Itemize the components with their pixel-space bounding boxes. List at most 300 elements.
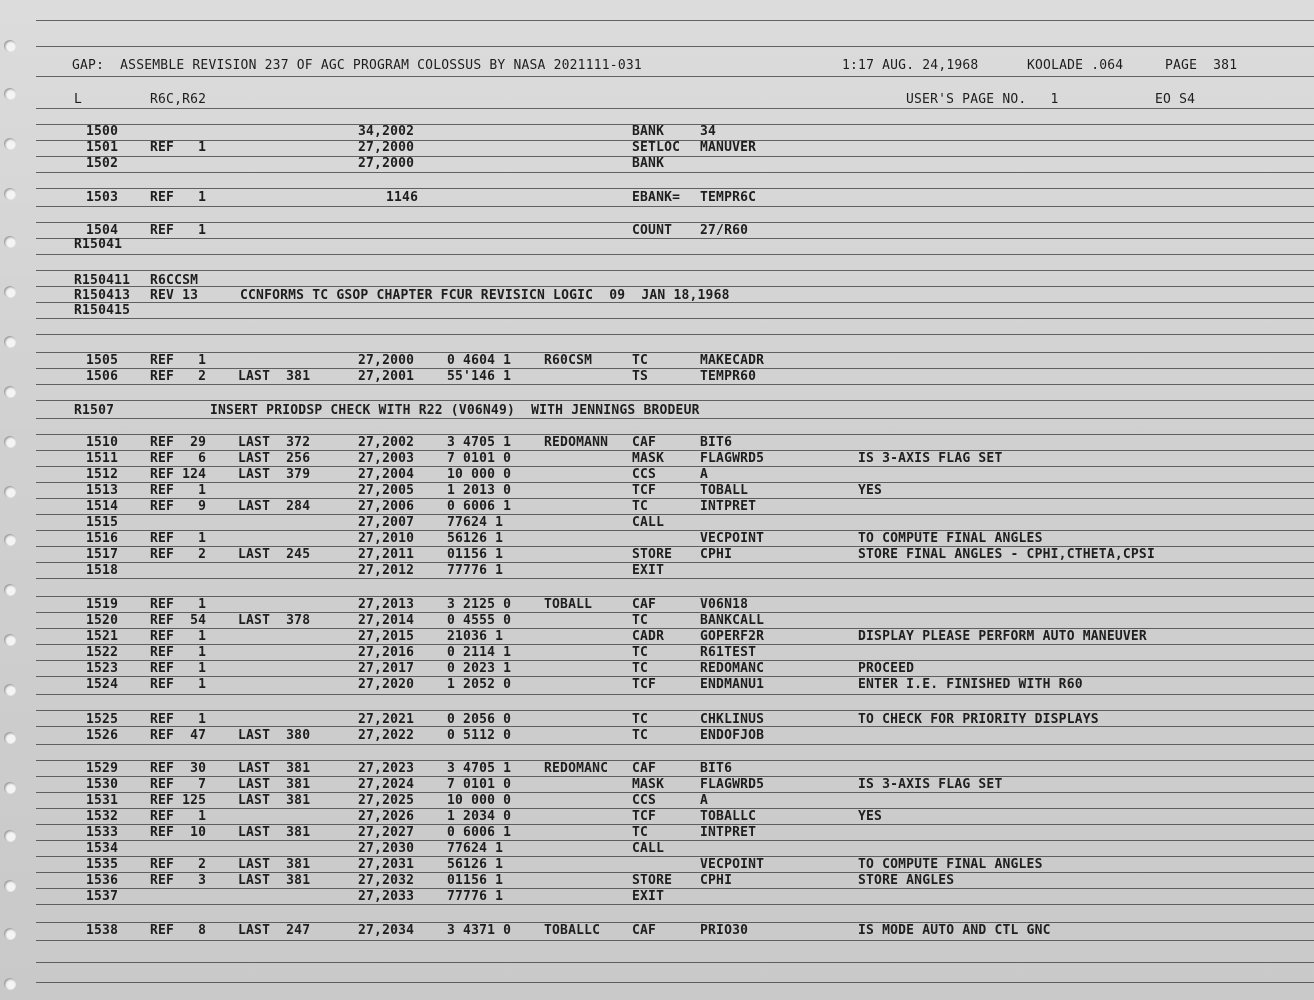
rule-line [36, 108, 1314, 109]
line-number: 1517 [86, 547, 119, 562]
last-ref: LAST 247 [238, 923, 311, 938]
line-number: R150413 [74, 288, 131, 303]
line-number: 1533 [86, 825, 119, 840]
rule-line [36, 710, 1314, 711]
eo-code: EO S4 [1155, 92, 1196, 107]
rule-line [36, 254, 1314, 255]
feed-hole [4, 732, 16, 744]
octal-code: 3 4705 1 [447, 761, 512, 776]
feed-hole [4, 40, 16, 52]
octal-code: 1 2052 0 [447, 677, 512, 692]
rule-line [36, 644, 1314, 645]
operand: ENDOFJOB [700, 728, 765, 743]
opcode: COUNT [632, 223, 673, 238]
comment: INSERT PRIODSP CHECK WITH R22 (V06N49) WITH JENNINGS BRODEUR [210, 403, 700, 418]
last-ref: LAST 372 [238, 435, 311, 450]
address: 27,2023 [358, 761, 415, 776]
comment: ENTER I.E. FINISHED WITH R60 [858, 677, 1083, 692]
opcode: CALL [632, 515, 665, 530]
rule-line [36, 776, 1314, 777]
last-ref: LAST 245 [238, 547, 311, 562]
opcode: TC [632, 613, 649, 628]
rule-line [36, 514, 1314, 515]
rule-line [36, 612, 1314, 613]
last-ref: LAST 381 [238, 857, 311, 872]
line-number: 1529 [86, 761, 119, 776]
feed-hole [4, 486, 16, 498]
address: 27,2007 [358, 515, 415, 530]
opcode: BANK [632, 156, 665, 171]
opcode: CAF [632, 435, 657, 450]
address: 27,2030 [358, 841, 415, 856]
octal-code: 0 2114 1 [447, 645, 512, 660]
operand: ENDMANU1 [700, 677, 765, 692]
rule-line [36, 726, 1314, 727]
opcode: CADR [632, 629, 665, 644]
rule-line [36, 434, 1314, 435]
comment: STORE FINAL ANGLES - CPHI,CTHETA,CPSI [858, 547, 1155, 562]
ref-count: REF 2 [150, 369, 207, 384]
page-number: PAGE 381 [1165, 58, 1238, 73]
comment: IS 3-AXIS FLAG SET [858, 777, 1003, 792]
opcode: TC [632, 728, 649, 743]
feed-hole [4, 928, 16, 940]
line-number: 1537 [86, 889, 119, 904]
rule-line [36, 856, 1314, 857]
operand: TEMPR60 [700, 369, 757, 384]
ref-count: REF 7 [150, 777, 207, 792]
rule-line [36, 694, 1314, 695]
operand: 27/R60 [700, 223, 749, 238]
last-ref: LAST 381 [238, 369, 311, 384]
rule-line [36, 982, 1314, 983]
ref-count: REF 3 [150, 873, 207, 888]
rule-line [36, 792, 1314, 793]
feed-hole [4, 386, 16, 398]
operand: FLAGWRD5 [700, 451, 765, 466]
rule-line [36, 352, 1314, 353]
operand: GOPERF2R [700, 629, 765, 644]
octal-code: 77624 1 [447, 515, 504, 530]
ref-count: REF 2 [150, 857, 207, 872]
line-number: 1523 [86, 661, 119, 676]
rule-line [36, 562, 1314, 563]
comment: IS 3-AXIS FLAG SET [858, 451, 1003, 466]
last-ref: LAST 380 [238, 728, 311, 743]
line-number: 1522 [86, 645, 119, 660]
comment: TO COMPUTE FINAL ANGLES [858, 531, 1043, 546]
opcode: TC [632, 645, 649, 660]
ref-count: REF 1 [150, 629, 207, 644]
opcode: TC [632, 712, 649, 727]
opcode: TS [632, 369, 649, 384]
operand: VECPOINT [700, 857, 765, 872]
rule-line [36, 578, 1314, 579]
rule-line [36, 744, 1314, 745]
address: 27,2011 [358, 547, 415, 562]
rule-line [36, 940, 1314, 941]
line-number: 1512 [86, 467, 119, 482]
opcode: STORE [632, 547, 673, 562]
opcode: CAF [632, 923, 657, 938]
address: 27,2020 [358, 677, 415, 692]
address: 27,2025 [358, 793, 415, 808]
rule-line [36, 904, 1314, 905]
comment: TO CHECK FOR PRIORITY DISPLAYS [858, 712, 1099, 727]
operand: CPHI [700, 873, 733, 888]
rule-line [36, 368, 1314, 369]
octal-code: 1 2013 0 [447, 483, 512, 498]
rule-line [36, 334, 1314, 335]
octal-code: 3 4705 1 [447, 435, 512, 450]
address: 27,2006 [358, 499, 415, 514]
opcode: CALL [632, 841, 665, 856]
last-ref: LAST 381 [238, 793, 311, 808]
statement-label: R60CSM [544, 353, 593, 368]
rule-line [36, 482, 1314, 483]
line-number: 1526 [86, 728, 119, 743]
ref-count: REF 47 [150, 728, 207, 743]
ref-count: REF 30 [150, 761, 207, 776]
address: 27,2004 [358, 467, 415, 482]
operand: FLAGWRD5 [700, 777, 765, 792]
ref-count: REF 10 [150, 825, 207, 840]
rule-line [36, 384, 1314, 385]
rule-line [36, 660, 1314, 661]
line-number: 1503 [86, 190, 119, 205]
octal-code: 0 2056 0 [447, 712, 512, 727]
comment: PROCEED [858, 661, 915, 676]
opcode: CAF [632, 761, 657, 776]
line-number: 1532 [86, 809, 119, 824]
octal-code: 7 0101 0 [447, 451, 512, 466]
feed-hole [4, 236, 16, 248]
opcode: TC [632, 353, 649, 368]
address: 27,2015 [358, 629, 415, 644]
line-number: 1516 [86, 531, 119, 546]
comment: IS MODE AUTO AND CTL GNC [858, 923, 1051, 938]
rule-line [36, 824, 1314, 825]
address: 27,2010 [358, 531, 415, 546]
rule-line [36, 466, 1314, 467]
operand: 34 [700, 124, 717, 139]
line-number: 1506 [86, 369, 119, 384]
octal-code: 10 000 0 [447, 467, 512, 482]
ref-count: REF 1 [150, 223, 207, 238]
opcode: CAF [632, 597, 657, 612]
comment: CCNFORMS TC GSOP CHAPTER FCUR REVISICN LOGIC 09 JAN 18,1968 [240, 288, 730, 303]
rule-line [36, 840, 1314, 841]
octal-code: 0 6006 1 [447, 499, 512, 514]
operand: VECPOINT [700, 531, 765, 546]
last-ref: LAST 381 [238, 761, 311, 776]
line-number: 1519 [86, 597, 119, 612]
rule-line [36, 888, 1314, 889]
address: 27,2024 [358, 777, 415, 792]
octal-code: 7 0101 0 [447, 777, 512, 792]
address: 1146 [386, 190, 419, 205]
line-number: 1513 [86, 483, 119, 498]
ref-count: REF 2 [150, 547, 207, 562]
rule-line [36, 530, 1314, 531]
address: 27,2000 [358, 156, 415, 171]
rule-line [36, 46, 1314, 47]
line-number: 1521 [86, 629, 119, 644]
octal-code: 01156 1 [447, 547, 504, 562]
statement-label: TOBALL [544, 597, 593, 612]
line-number: 1531 [86, 793, 119, 808]
rule-line [36, 760, 1314, 761]
feed-hole [4, 634, 16, 646]
rule-line [36, 20, 1314, 21]
ref-count: REF 1 [150, 645, 207, 660]
opcode: EXIT [632, 889, 665, 904]
ref-count: REF 1 [150, 140, 207, 155]
routine-name: R6C,R62 [150, 92, 207, 107]
rule-line [36, 962, 1314, 963]
octal-code: 0 5112 0 [447, 728, 512, 743]
line-number: 1504 [86, 223, 119, 238]
line-number: 1505 [86, 353, 119, 368]
ref-count: REF 1 [150, 190, 207, 205]
rule-line [36, 124, 1314, 125]
octal-code: 77624 1 [447, 841, 504, 856]
rule-line [36, 238, 1314, 239]
ref-count: REF 125 [150, 793, 207, 808]
address: 27,2000 [358, 353, 415, 368]
feed-hole [4, 436, 16, 448]
ref-count: REF 9 [150, 499, 207, 514]
assembly-time: 1:17 AUG. 24,1968 [842, 58, 979, 73]
address: 27,2013 [358, 597, 415, 612]
line-number: 1520 [86, 613, 119, 628]
address: 27,2027 [358, 825, 415, 840]
octal-code: 1 2034 0 [447, 809, 512, 824]
comment: TO COMPUTE FINAL ANGLES [858, 857, 1043, 872]
address: 27,2002 [358, 435, 415, 450]
address: 27,2033 [358, 889, 415, 904]
octal-code: 56126 1 [447, 531, 504, 546]
ref-count: REF 1 [150, 661, 207, 676]
address: 27,2016 [358, 645, 415, 660]
comment: YES [858, 809, 883, 824]
ref-count: REF 1 [150, 483, 207, 498]
ref-count: REF 1 [150, 531, 207, 546]
operand: BIT6 [700, 761, 733, 776]
operand: INTPRET [700, 499, 757, 514]
line-number: 1525 [86, 712, 119, 727]
comment: STORE ANGLES [858, 873, 955, 888]
address: 27,2032 [358, 873, 415, 888]
rule-line [36, 676, 1314, 677]
rule-line [36, 872, 1314, 873]
operand: BANKCALL [700, 613, 765, 628]
operand: BIT6 [700, 435, 733, 450]
rule-line [36, 76, 1314, 77]
ref-count: REF 6 [150, 451, 207, 466]
rule-line [36, 498, 1314, 499]
operand: TOBALL [700, 483, 749, 498]
last-ref: LAST 284 [238, 499, 311, 514]
feed-hole [4, 684, 16, 696]
octal-code: 55'146 1 [447, 369, 512, 384]
operand: R61TEST [700, 645, 757, 660]
ref-count: REF 1 [150, 597, 207, 612]
comment: YES [858, 483, 883, 498]
address: 27,2017 [358, 661, 415, 676]
rule-line [36, 206, 1314, 207]
feed-hole [4, 336, 16, 348]
ref-count: REF 54 [150, 613, 207, 628]
octal-code: 0 6006 1 [447, 825, 512, 840]
opcode: TC [632, 499, 649, 514]
operand: REDOMANC [700, 661, 765, 676]
opcode: CCS [632, 793, 657, 808]
rule-line [36, 596, 1314, 597]
octal-code: 77776 1 [447, 563, 504, 578]
octal-code: 01156 1 [447, 873, 504, 888]
opcode: TCF [632, 677, 657, 692]
operand: TOBALLC [700, 809, 757, 824]
address: 34,2002 [358, 124, 415, 139]
line-number: 1500 [86, 124, 119, 139]
opcode: TCF [632, 483, 657, 498]
feed-hole [4, 880, 16, 892]
last-ref: LAST 379 [238, 467, 311, 482]
rule-line [36, 400, 1314, 401]
feed-hole [4, 584, 16, 596]
octal-code: 3 2125 0 [447, 597, 512, 612]
feed-hole [4, 188, 16, 200]
opcode: TC [632, 661, 649, 676]
ref-count: REF 1 [150, 353, 207, 368]
address: 27,2022 [358, 728, 415, 743]
operand: TEMPR6C [700, 190, 757, 205]
operand: V06N18 [700, 597, 749, 612]
rule-line [36, 286, 1314, 287]
rule-line [36, 922, 1314, 923]
ref-count: R6CCSM [150, 273, 199, 288]
address: 27,2014 [358, 613, 415, 628]
comment: DISPLAY PLEASE PERFORM AUTO MANEUVER [858, 629, 1147, 644]
ref-count: REV 13 [150, 288, 199, 303]
rule-line [36, 450, 1314, 451]
user-page-number: USER'S PAGE NO. 1 [906, 92, 1059, 107]
ref-count: REF 29 [150, 435, 207, 450]
listing-flag: L [74, 92, 83, 107]
opcode: TCF [632, 809, 657, 824]
last-ref: LAST 378 [238, 613, 311, 628]
rule-line [36, 418, 1314, 419]
line-number: 1524 [86, 677, 119, 692]
rule-line [36, 222, 1314, 223]
line-number: R15041 [74, 237, 123, 252]
feed-hole [4, 88, 16, 100]
line-number: 1534 [86, 841, 119, 856]
opcode: EXIT [632, 563, 665, 578]
rule-line [36, 270, 1314, 271]
line-number: 1535 [86, 857, 119, 872]
rule-line [36, 318, 1314, 319]
opcode: EBANK= [632, 190, 681, 205]
line-number: 1536 [86, 873, 119, 888]
opcode: STORE [632, 873, 673, 888]
operand: A [700, 467, 709, 482]
last-ref: LAST 381 [238, 825, 311, 840]
ref-count: REF 1 [150, 712, 207, 727]
octal-code: 10 000 0 [447, 793, 512, 808]
octal-code: 77776 1 [447, 889, 504, 904]
rule-line [36, 808, 1314, 809]
opcode: CCS [632, 467, 657, 482]
opcode: MASK [632, 777, 665, 792]
operand: MANUVER [700, 140, 757, 155]
octal-code: 56126 1 [447, 857, 504, 872]
statement-label: REDOMANC [544, 761, 609, 776]
address: 27,2005 [358, 483, 415, 498]
line-number: 1514 [86, 499, 119, 514]
line-number: 1501 [86, 140, 119, 155]
operand: CHKLINUS [700, 712, 765, 727]
last-ref: LAST 256 [238, 451, 311, 466]
address: 27,2003 [358, 451, 415, 466]
ref-count: REF 1 [150, 809, 207, 824]
address: 27,2021 [358, 712, 415, 727]
line-number: 1518 [86, 563, 119, 578]
last-ref: LAST 381 [238, 873, 311, 888]
line-number: R150411 [74, 273, 131, 288]
line-number: R150415 [74, 303, 131, 318]
ref-count: REF 124 [150, 467, 207, 482]
feed-hole [4, 534, 16, 546]
line-number: 1515 [86, 515, 119, 530]
address: 27,2001 [358, 369, 415, 384]
address: 27,2026 [358, 809, 415, 824]
feed-hole [4, 138, 16, 150]
address: 27,2031 [358, 857, 415, 872]
last-ref: LAST 381 [238, 777, 311, 792]
rule-line [36, 188, 1314, 189]
assembly-title: GAP: ASSEMBLE REVISION 237 OF AGC PROGRAM COLOSSUS BY NASA 2021111-031 [72, 58, 642, 73]
statement-label: TOBALLC [544, 923, 601, 938]
address: 27,2000 [358, 140, 415, 155]
line-number: 1538 [86, 923, 119, 938]
operand: A [700, 793, 709, 808]
operand: INTPRET [700, 825, 757, 840]
address: 27,2012 [358, 563, 415, 578]
line-number: 1502 [86, 156, 119, 171]
line-number: 1530 [86, 777, 119, 792]
feed-hole [4, 286, 16, 298]
line-number: 1511 [86, 451, 119, 466]
ref-count: REF 8 [150, 923, 207, 938]
line-number: 1510 [86, 435, 119, 450]
feed-hole [4, 830, 16, 842]
operand: PRIO30 [700, 923, 749, 938]
address: 27,2034 [358, 923, 415, 938]
opcode: TC [632, 825, 649, 840]
statement-label: REDOMANN [544, 435, 609, 450]
feed-hole [4, 978, 16, 990]
octal-code: 3 4371 0 [447, 923, 512, 938]
feed-hole [4, 782, 16, 794]
octal-code: 0 2023 1 [447, 661, 512, 676]
opcode: SETLOC [632, 140, 681, 155]
rule-line [36, 172, 1314, 173]
octal-code: 0 4604 1 [447, 353, 512, 368]
operand: MAKECADR [700, 353, 765, 368]
octal-code: 0 4555 0 [447, 613, 512, 628]
